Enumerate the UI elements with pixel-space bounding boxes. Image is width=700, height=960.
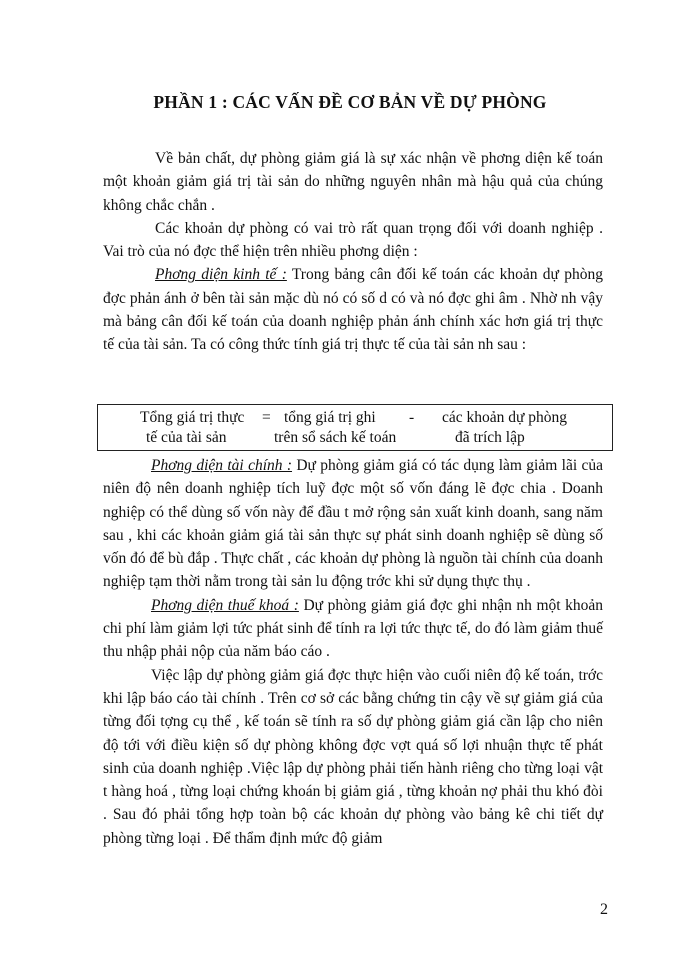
intro-block <box>103 147 603 357</box>
financial-text: Dự phòng giảm giá có tác dụng làm giảm lãi của niên độ nên doanh nghiệp tích luỹ đợc một số vốn đáng lẽ đợc chia . Doanh nghiệp có thể dùng số vốn này để đầu t mở rộng sản xuất kinh doanh, sang năm sau , khi các khoản giảm giá tài sản thực sự phát sinh doanh nghiệp sẽ dùng số vốn đó để bù đắp . Thực chất , các khoản dự phòng là nguồn tài chính của doanh nghiệp tạm thời nằm trong tài sản lu động trớc khi sử dụng thực thụ . <box>103 457 603 591</box>
tax-paragraph <box>103 594 603 664</box>
economic-paragraph <box>103 263 603 356</box>
formula-right-line-1: các khoản dự phòng <box>442 409 568 426</box>
formula-right-line-2: đã trích lập <box>455 429 525 446</box>
tax-heading: Phơng diện thuế khoá : <box>151 596 299 614</box>
closing-paragraph: Việc lập dự phòng giảm giá đợc thực hiện vào cuối niên độ kế toán, trớc khi lập báo cáo tài chính . Trên cơ sở các bằng chứng tin cậy về sự giảm giá của từng đối tợng cụ thể , kế toán sẽ tính ra số dự phòng giảm giá cần lập cho niên độ tới với điều kiện số dự phòng không đợc vợt quá số lợi nhuận thực tế phát sinh của doanh nghiệp .Việc lập dự phòng phải tiến hành riêng cho từng loại vật t hàng hoá , từng loại chứng khoán bị giảm giá , từng khoản nợ phải thu khó đòi . Sau đó phải tổng hợp toàn bộ các khoản dự phòng vào bảng kê chi tiết dự phòng từng loại . Để thẩm định mức độ giảm <box>103 666 603 847</box>
intro-paragraph-2: Các khoản dự phòng có vai trò rất quan trọng đối với doanh nghiệp . Vai trò của nó đợc thể hiện trên nhiều phơng diện : <box>103 219 603 261</box>
formula-equals: = <box>262 409 271 426</box>
formula-left-line-1: Tổng giá trị thực <box>140 409 245 426</box>
formula-minus: - <box>409 409 415 426</box>
formula-mid-line-2: trên sổ sách kế toán <box>274 429 397 446</box>
intro-paragraph-1: Về bản chất, dự phòng giảm giá là sự xác nhận về phơng diện kế toán một khoản giảm giá trị tài sản do những nguyên nhân mà hậu quả của chúng không chắc chắn . <box>103 150 603 214</box>
financial-paragraph <box>103 454 603 594</box>
page-number: 2 <box>600 901 608 918</box>
page-title: PHẦN 1 : CÁC VẤN ĐỀ CƠ BẢN VỀ DỰ PHÒNG <box>153 92 547 112</box>
tax-text: Dự phòng giảm giá đợc ghi nhận nh một khoản chi phí làm giảm lợi tức phát sinh để tính ra lợi tức thực tế, do đó làm giảm thuế thu nhập phải nộp của năm báo cáo . <box>103 596 603 661</box>
formula-mid-line-1: tổng giá trị ghi <box>284 409 376 426</box>
financial-heading: Phơng diện tài chính : <box>151 457 293 474</box>
economic-heading: Phơng diện kinh tế : <box>155 266 287 284</box>
formula-box <box>97 404 613 451</box>
formula-left-line-2: tế của tài sản <box>146 429 227 446</box>
sections-block <box>103 454 603 850</box>
economic-text: Trong bảng cân đối kế toán các khoản dự phòng đợc phản ánh ở bên tài sản mặc dù nó có số d có và nó đợc ghi âm . Nhờ nh vậy mà bảng cân đối kế toán của doanh nghiệp phản ánh chính xác hơn giá trị thực tế của tài sản. Ta có công thức tính giá trị thực tế của tài sản nh sau : <box>103 266 603 354</box>
